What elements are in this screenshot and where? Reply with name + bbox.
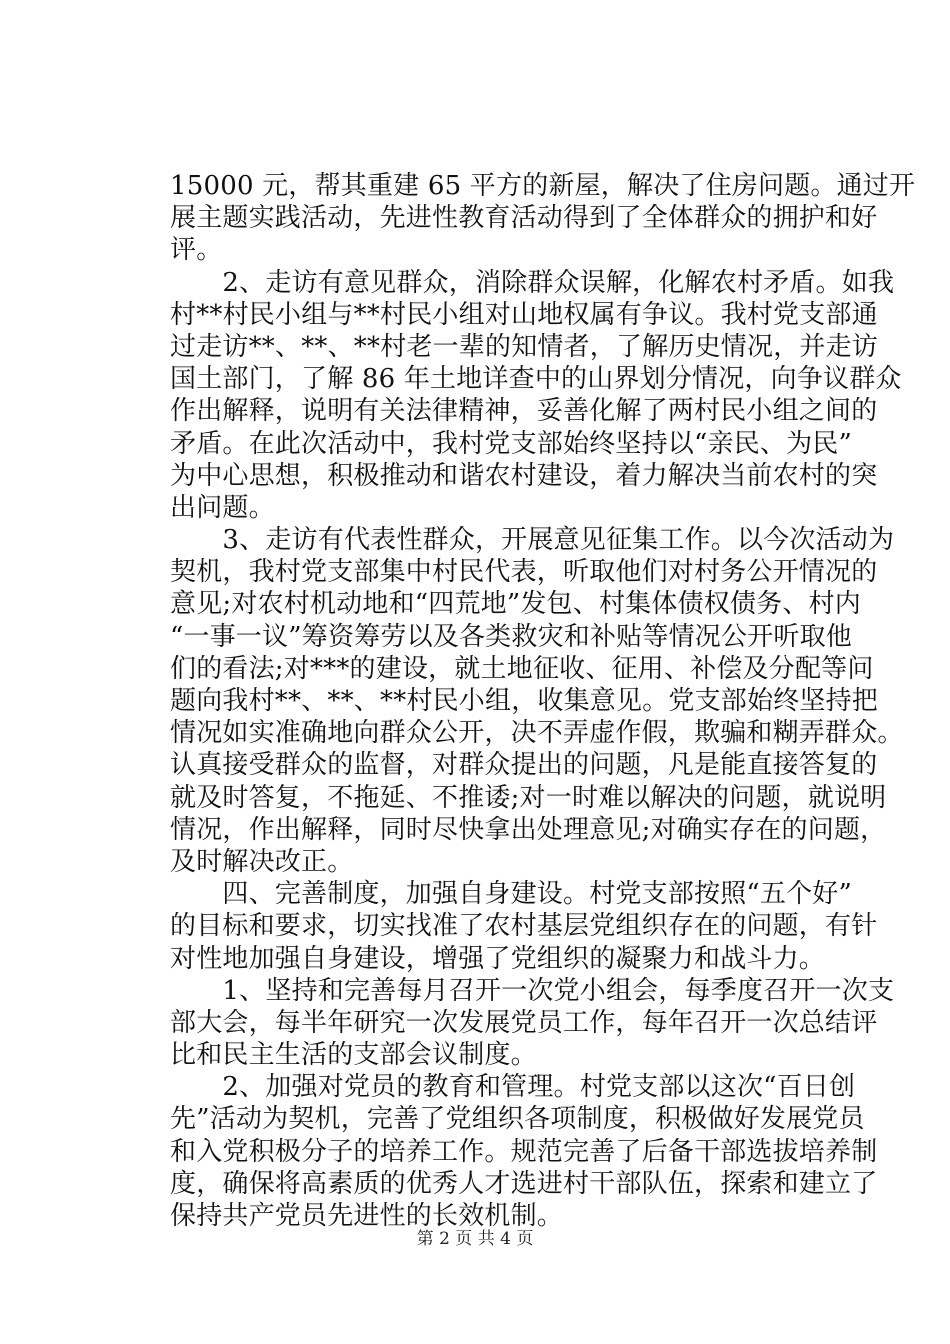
text-line: 情况如实准确地向群众公开，决不弄虚作假，欺骗和糊弄群众。: [170, 718, 904, 749]
text-line: 题向我村**、**、**村民小组，收集意见。党支部始终坚持把: [170, 686, 879, 716]
text-line: 比和民主生活的支部会议制度。: [170, 1040, 537, 1071]
text-line: “一事一议”筹资筹劳以及各类救灾和补贴等情况公开听取他: [170, 621, 852, 652]
text-line: 意见;对农村机动地和“四荒地”发包、村集体债权债务、村内: [170, 589, 861, 620]
text-line: 村**村民小组与**村民小组对山地权属有争议。我村党支部通: [170, 299, 878, 330]
text-line: 过走访**、**、**村老一辈的知情者，了解历史情况，并走访: [170, 331, 879, 362]
text-line: 契机，我村党支部集中村民代表，听取他们对村务公开情况的: [170, 557, 878, 588]
text-line: 15000 元，帮其重建 65 平方的新屋，解决了住房问题。通过开: [170, 171, 916, 201]
text-line: 3、走访有代表性群众，开展意见征集工作。以今次活动为: [170, 525, 895, 556]
text-line: 展主题实践活动，先进性教育活动得到了全体群众的拥护和好: [170, 203, 878, 234]
text-line: 2、走访有意见群众，消除群众误解，化解农村矛盾。如我: [170, 267, 895, 298]
text-line: 评。: [170, 235, 223, 266]
text-line: 情况，作出解释，同时尽快拿出处理意见;对确实存在的问题，: [170, 814, 887, 845]
text-line: 出问题。: [170, 492, 275, 523]
text-line: 的目标和要求，切实找准了农村基层党组织存在的问题，有针: [170, 911, 878, 942]
text-line: 部大会，每半年研究一次发展党员工作，每年召开一次总结评: [170, 1007, 878, 1038]
text-line: 保持共产党员先进性的长效机制。: [170, 1201, 564, 1231]
text-line: 及时解决改正。: [170, 846, 354, 877]
text-line: 和入党积极分子的培养工作。规范完善了后备干部选拔培养制: [170, 1136, 878, 1167]
text-line: 们的看法;对***的建设，就土地征收、征用、补偿及分配等问: [170, 653, 874, 684]
text-line: 作出解释，说明有关法律精神，妥善化解了两村民小组之间的: [170, 396, 878, 427]
text-line: 国土部门，了解 86 年土地详查中的山界划分情况，向争议群众: [170, 364, 902, 395]
page-number-footer: 第 2 页 共 4 页: [416, 1229, 534, 1249]
text-line: 为中心思想，积极推动和谐农村建设，着力解决当前农村的突: [170, 460, 878, 491]
text-line: 度，确保将高素质的优秀人才选进村干部队伍，探索和建立了: [170, 1168, 878, 1199]
text-line: 2、加强对党员的教育和管理。村党支部以这次“百日创: [170, 1072, 856, 1103]
text-line: 先”活动为契机，完善了党组织各项制度，积极做好发展党员: [170, 1104, 865, 1135]
text-line: 就及时答复，不拖延、不推诿;对一时难以解决的问题，就说明: [170, 782, 887, 813]
text-line: 矛盾。在此次活动中，我村党支部始终坚持以“亲民、为民”: [170, 428, 852, 459]
text-line: 1、坚持和完善每月召开一次党小组会，每季度召开一次支: [170, 975, 895, 1006]
text-line: 认真接受群众的监督，对群众提出的问题，凡是能直接答复的: [170, 750, 878, 781]
document-body: [170, 170, 916, 1232]
text-line: 对性地加强自身建设，增强了党组织的凝聚力和战斗力。: [170, 943, 826, 974]
text-line: 四、完善制度，加强自身建设。村党支部按照“五个好”: [170, 879, 852, 910]
